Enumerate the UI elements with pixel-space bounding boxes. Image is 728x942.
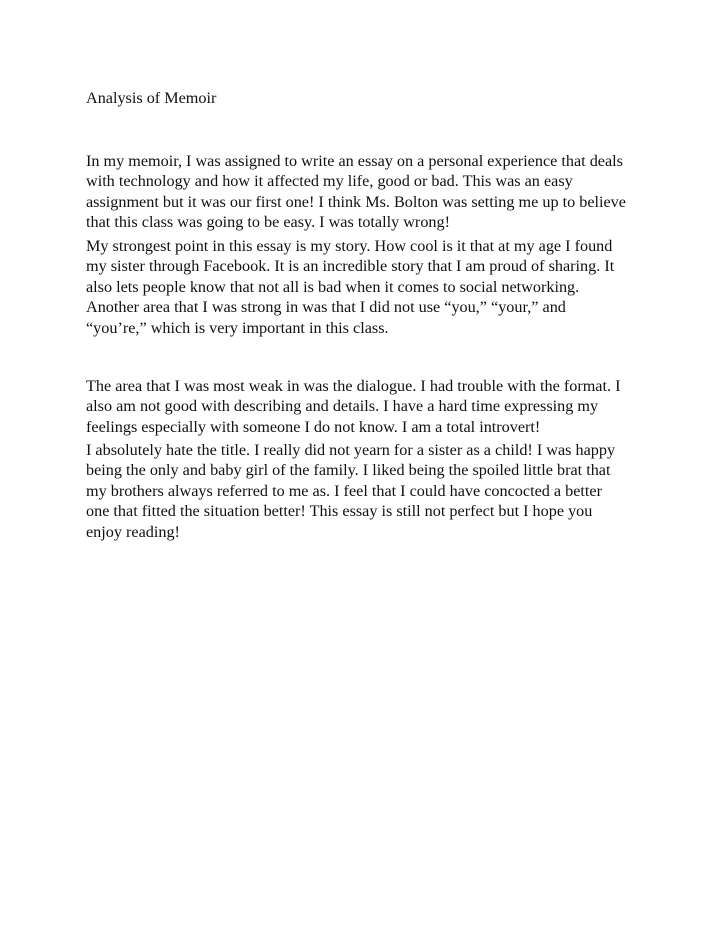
paragraph-line: The area that I was most weak in was the dialogue. I had trouble with the format. I xyxy=(86,377,621,395)
paragraph-line: Another area that I was strong in was that I did not use “you,” “your,” and xyxy=(86,298,566,317)
paragraph-line: my brothers always referred to me as. I feel that I could have concocted a better xyxy=(86,481,602,500)
paragraph-line: enjoy reading! xyxy=(86,522,180,541)
paragraph-line: also lets people know that not all is bad when it comes to social networking. xyxy=(86,277,580,296)
paragraph-line: In my memoir, I was assigned to write an essay on a personal experience that deals xyxy=(86,152,623,170)
paragraph-line: one that fitted the situation better! This essay is still not perfect but I hope you xyxy=(86,502,593,521)
paragraph-line: feelings especially with someone I do not know. I am a total introvert! xyxy=(86,417,541,436)
paragraph-weaknesses xyxy=(86,376,656,437)
paragraph-line: that this class was going to be easy. I was totally wrong! xyxy=(86,213,450,232)
paragraph-line: My strongest point in this essay is my story. How cool is it that at my age I found xyxy=(86,237,613,255)
paragraph-title-opinion xyxy=(86,440,656,542)
paragraph-strengths xyxy=(86,236,656,338)
title-text: Analysis of Memoir xyxy=(86,89,217,107)
paragraph-line: assignment but it was our first one! I think Ms. Bolton was setting me up to believe xyxy=(86,192,626,211)
paragraph-line: I absolutely hate the title. I really did not yearn for a sister as a child! I was happy xyxy=(86,441,616,459)
paragraph-line: “you’re,” which is very important in this class. xyxy=(86,318,389,337)
paragraph-intro xyxy=(86,151,656,233)
paragraph-line: also am not good with describing and details. I have a hard time expressing my xyxy=(86,397,599,416)
paragraph-line: my sister through Facebook. It is an incredible story that I am proud of sharing. It xyxy=(86,257,615,276)
paragraph-line: with technology and how it affected my life, good or bad. This was an easy xyxy=(86,172,573,191)
document-title xyxy=(86,88,656,108)
paragraph-line: being the only and baby girl of the family. I liked being the spoiled little brat that xyxy=(86,461,611,480)
